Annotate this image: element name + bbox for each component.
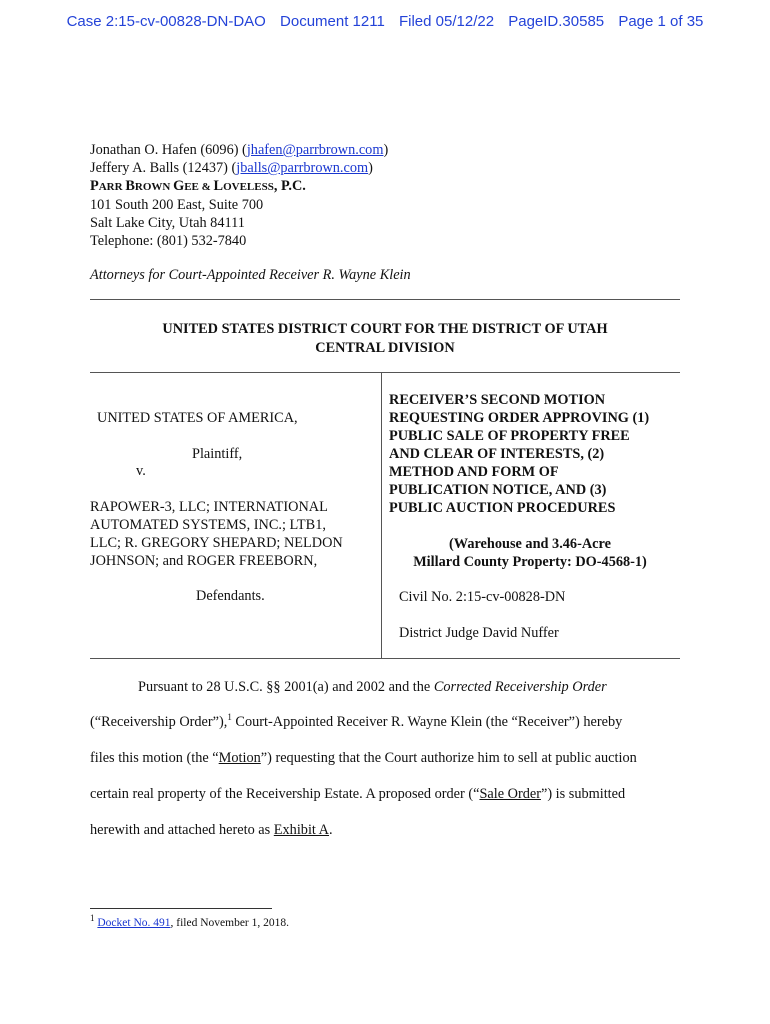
footnote: $^1$ Docket No. 491, filed November 1, 2018. [90, 913, 290, 929]
attorney-line-1: Jonathan O. Hafen (6096) (jhafen@parrbrown.com) [90, 142, 389, 158]
footnote-rule [90, 908, 272, 909]
attorney-line-2: Jeffery A. Balls (12437) (jballs@parrbrown.com) [90, 160, 373, 176]
body-line-5: herewith and attached hereto as Exhibit A. [90, 822, 333, 838]
defendants-label: Defendants. [196, 588, 265, 604]
document-number: Document 1211 [280, 13, 385, 30]
caption-top-rule [90, 372, 680, 373]
address-line-1: 101 South 200 East, Suite 700 [90, 197, 264, 213]
civil-number: Civil No. 2:15-cv-00828-DN [399, 589, 566, 605]
body-line-3: files this motion (the “Motion”) requesting that the Court authorize him to sell at public auction [90, 750, 637, 766]
email-link-balls[interactable]: jballs@parrbrown.com [236, 160, 369, 176]
email-link-hafen[interactable]: jhafen@parrbrown.com [246, 142, 384, 158]
footnote-number: 1 [90, 913, 95, 924]
address-line-2: Salt Lake City, Utah 84111 [90, 215, 245, 231]
plaintiff-label: Plaintiff, [192, 446, 243, 462]
attorney-block [90, 141, 388, 250]
exhibit-a-link[interactable]: Exhibit A [273, 822, 330, 838]
page-count: Page 1 of 35 [618, 13, 704, 30]
caption-divider [381, 372, 382, 658]
property-description: (Warehouse and 3.46-Acre Millard County Property: DO-4568-1) [413, 536, 647, 570]
body-line-4: certain real property of the Receivership Estate. A proposed order (“Sale Order”) is submitted [90, 786, 626, 802]
plaintiff-name: UNITED STATES OF AMERICA, [97, 410, 298, 426]
body-line-1: Pursuant to 28 U.S.C. §§ 2001(a) and 2002 and the Corrected Receivership Order [138, 679, 607, 695]
caption-bottom-rule [90, 658, 680, 659]
motion-title: RECEIVER’S SECOND MOTION REQUESTING ORDER APPROVING (1) PUBLIC SALE OF PROPERTY FREE AND CLEAR OF INTERESTS, (2) METHOD AND FORM OF PUBLICATION NOTICE, AND (3) PUBLIC AUCTION PROCEDURES [389, 392, 650, 516]
court-title: UNITED STATES DISTRICT COURT FOR THE DISTRICT OF UTAH CENTRAL DIVISION [162, 321, 608, 356]
motion-term: Motion [218, 750, 261, 766]
firm-name: PARR BROWN GEE & LOVELESS, P.C. [90, 178, 306, 194]
sale-order-term: Sale Order [479, 786, 541, 802]
footnote-ref: 1 [227, 712, 232, 723]
docket-link[interactable]: Docket No. 491 [97, 917, 171, 929]
body-line-2: (“Receivership Order”),$^1$ Court-Appointed Receiver R. Wayne Klein (the “Receiver”) hereby [90, 712, 623, 730]
divider-top [90, 299, 680, 300]
page-id: PageID.30585 [508, 13, 605, 30]
filed-date: Filed 05/12/22 [398, 13, 495, 30]
judge-name: District Judge David Nuffer [399, 625, 559, 641]
case-number: Case 2:15-cv-00828-DN-DAO [66, 13, 266, 30]
ecf-header [0, 13, 770, 30]
versus: v. [136, 463, 146, 479]
attorney-role: Attorneys for Court-Appointed Receiver R. Wayne Klein [90, 267, 411, 283]
defendants-list: RAPOWER-3, LLC; INTERNATIONAL AUTOMATED SYSTEMS, INC.; LTB1, LLC; R. GREGORY SHEPARD; NELDON JOHNSON; and ROGER FREEBORN, [90, 499, 343, 569]
telephone: Telephone: (801) 532-7840 [90, 233, 247, 249]
